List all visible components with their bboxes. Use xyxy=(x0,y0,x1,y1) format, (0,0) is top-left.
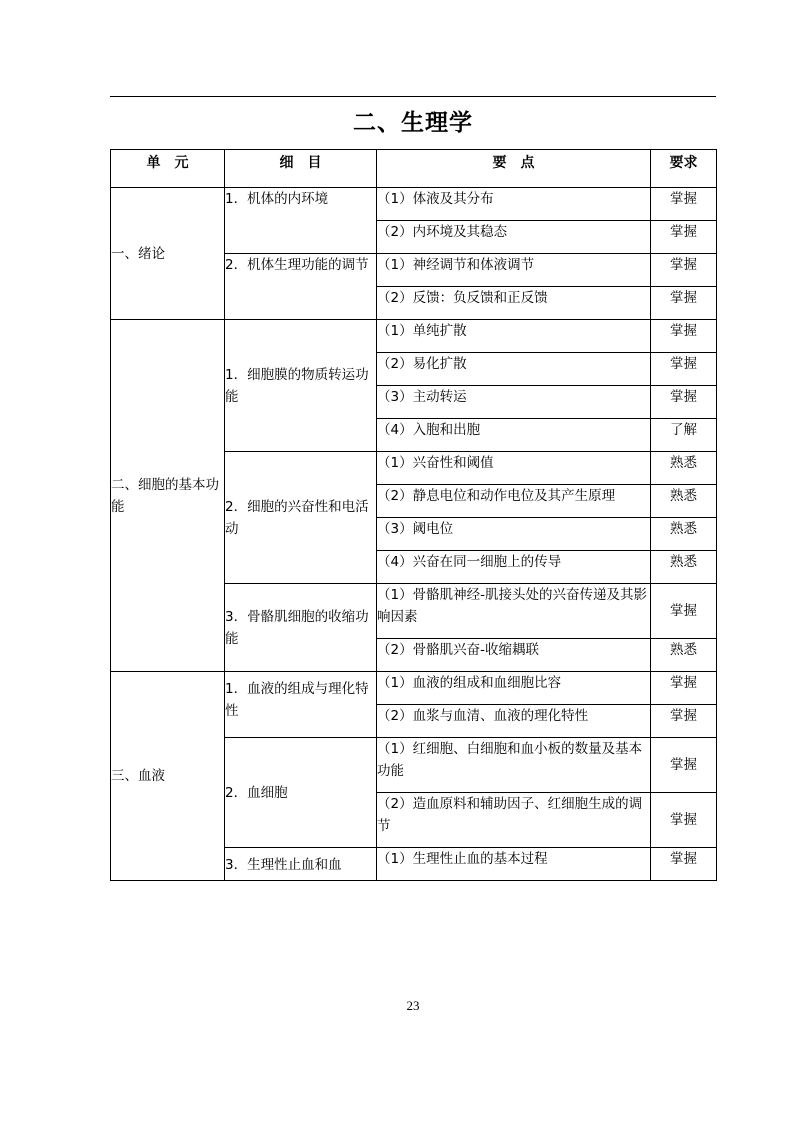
unit-cell: 一、绪论 xyxy=(111,188,225,320)
requirement-cell: 熟悉 xyxy=(651,551,717,584)
detail-cell: 2．细胞的兴奋性和电活动 xyxy=(225,452,377,584)
detail-cell: 1．机体的内环境 xyxy=(225,188,377,254)
header-point: 要 点 xyxy=(377,150,651,188)
point-cell: （1）单纯扩散 xyxy=(377,320,651,353)
requirement-cell: 了解 xyxy=(651,419,717,452)
point-cell: （1）骨骼肌神经-肌接头处的兴奋传递及其影响因素 xyxy=(377,584,651,639)
table-header-row xyxy=(111,150,717,188)
header-requirement: 要求 xyxy=(651,150,717,188)
requirement-cell: 掌握 xyxy=(651,188,717,221)
requirement-cell: 掌握 xyxy=(651,386,717,419)
point-cell: （1）兴奋性和阈值 xyxy=(377,452,651,485)
point-cell: （2）静息电位和动作电位及其产生原理 xyxy=(377,485,651,518)
requirement-cell: 掌握 xyxy=(651,584,717,639)
point-cell: （4）兴奋在同一细胞上的传导 xyxy=(377,551,651,584)
requirement-cell: 掌握 xyxy=(651,672,717,705)
detail-cell: 1．血液的组成与理化特性 xyxy=(225,672,377,738)
requirement-cell: 熟悉 xyxy=(651,485,717,518)
point-cell: （1）神经调节和体液调节 xyxy=(377,254,651,287)
point-cell: （2）血浆与血清、血液的理化特性 xyxy=(377,705,651,738)
unit-cell: 二、细胞的基本功能 xyxy=(111,320,225,672)
requirement-cell: 熟悉 xyxy=(651,518,717,551)
requirement-cell: 掌握 xyxy=(651,848,717,881)
point-cell: （1）血液的组成和血细胞比容 xyxy=(377,672,651,705)
detail-cell: 1．细胞膜的物质转运功能 xyxy=(225,320,377,452)
point-cell: （1）生理性止血的基本过程 xyxy=(377,848,651,881)
header-detail: 细 目 xyxy=(225,150,377,188)
requirement-cell: 掌握 xyxy=(651,793,717,848)
requirement-cell: 掌握 xyxy=(651,320,717,353)
requirement-cell: 掌握 xyxy=(651,221,717,254)
requirement-cell: 熟悉 xyxy=(651,639,717,672)
detail-cell: 3．生理性止血和血 xyxy=(225,848,377,881)
unit-cell: 三、血液 xyxy=(111,672,225,881)
header-rule xyxy=(110,96,716,97)
point-cell: （2）内环境及其稳态 xyxy=(377,221,651,254)
point-cell: （2）反馈：负反馈和正反馈 xyxy=(377,287,651,320)
requirement-cell: 掌握 xyxy=(651,254,717,287)
syllabus-table xyxy=(110,149,717,881)
point-cell: （2）骨骼肌兴奋-收缩耦联 xyxy=(377,639,651,672)
table-row xyxy=(111,320,717,353)
requirement-cell: 熟悉 xyxy=(651,452,717,485)
point-cell: （3）主动转运 xyxy=(377,386,651,419)
requirement-cell: 掌握 xyxy=(651,353,717,386)
detail-cell: 2．机体生理功能的调节 xyxy=(225,254,377,320)
table-row xyxy=(111,672,717,705)
page-title: 二、生理学 xyxy=(353,109,473,136)
point-cell: （2）易化扩散 xyxy=(377,353,651,386)
detail-cell: 2．血细胞 xyxy=(225,738,377,848)
page-number: 23 xyxy=(406,998,420,1013)
point-cell: （2）造血原料和辅助因子、红细胞生成的调节 xyxy=(377,793,651,848)
table-row xyxy=(111,188,717,221)
requirement-cell: 掌握 xyxy=(651,287,717,320)
requirement-cell: 掌握 xyxy=(651,705,717,738)
point-cell: （4）入胞和出胞 xyxy=(377,419,651,452)
header-unit: 单 元 xyxy=(111,150,225,188)
detail-cell: 3．骨骼肌细胞的收缩功能 xyxy=(225,584,377,672)
point-cell: （1）体液及其分布 xyxy=(377,188,651,221)
point-cell: （1）红细胞、白细胞和血小板的数量及基本功能 xyxy=(377,738,651,793)
requirement-cell: 掌握 xyxy=(651,738,717,793)
point-cell: （3）阈电位 xyxy=(377,518,651,551)
